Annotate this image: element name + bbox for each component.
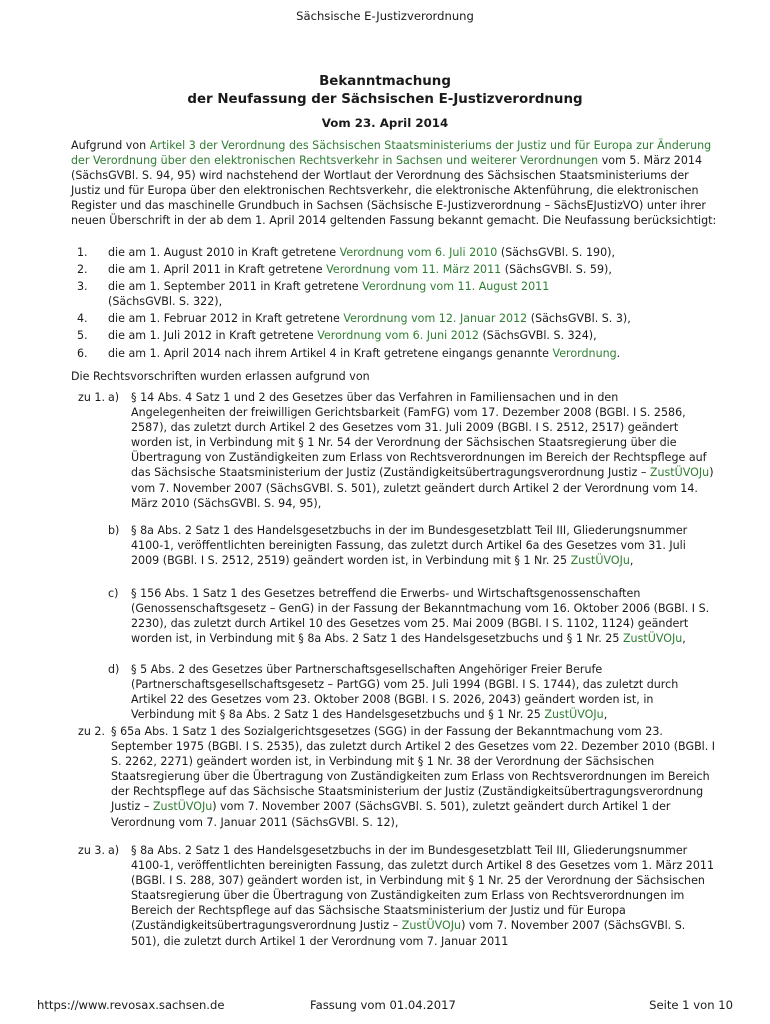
list-item-number: 1. xyxy=(77,246,88,259)
list-item-text-end: . xyxy=(616,346,621,360)
amendments-list xyxy=(71,245,721,361)
list-item-text: die am 1. Februar 2012 in Kraft getretene xyxy=(108,312,344,326)
document-title-line2: der Neufassung der Sächsischen E-Justizverordnung xyxy=(187,92,583,107)
amendment-link[interactable]: Verordnung vom 11. August 2011 xyxy=(362,280,550,294)
zustuevoju-link[interactable]: ZustÜVOJu xyxy=(622,632,683,646)
legal-basis-zu1a xyxy=(71,390,721,511)
zustuevoju-link[interactable]: ZustÜVOJu xyxy=(649,466,710,480)
legal-text-body: § 14 Abs. 4 Satz 1 und 2 des Gesetzes über das Verfahren in Familiensachen und in den Angelegenheiten der freiwilligen Gerichtsbarkeit (FamFG) vom 17. Dezember 2008 (BGBl. I S. 2586, 2587), das zuletzt durch Artikel 2 des Gesetzes vom 31. Juli 2009 (BGBl. I S. 2512, 2517) geändert worden ist, in Verbindung mit § 1 Nr. 54 der Verordnung der Sächsischen Staatsregierung über die Übertragung von Zuständigkeiten zum Erlass von Rechtsverordnungen im Bereich der Rechtspflege auf das Sächsische Staatsministerium der Justiz (Zuständigkeitsübertragungsverordnung Justiz – xyxy=(131,391,707,480)
legal-basis-zu1c xyxy=(71,586,721,646)
zu-label: zu 1. xyxy=(78,391,105,404)
list-item-text: die am 1. April 2011 in Kraft getretene xyxy=(108,263,327,277)
amendment-link[interactable]: Verordnung vom 6. Juni 2012 xyxy=(317,329,479,343)
legal-text xyxy=(131,390,716,511)
legal-basis-zu1d xyxy=(71,662,721,722)
sub-label: a) xyxy=(108,844,120,857)
document-title-line1: Bekanntmachung xyxy=(319,74,451,89)
amendment-link[interactable]: Verordnung xyxy=(552,346,617,360)
intro-text-start: Aufgrund von xyxy=(71,139,150,152)
legal-text-body: § 5 Abs. 2 des Gesetzes über Partnerschaftsgesellschaften Angehöriger Freier Berufe (Partnerschaftsgesellschaftsgesetz – PartGG) vom 25. Juli 1994 (BGBl. I S. 1744), das zuletzt durch Artikel 22 des Gesetzes vom 23. Oktober 2008 (BGBl. I S. 2026, 2043) geändert worden ist, in Verbindung mit § 8a Abs. 2 Satz 1 des Handelsgesetzbuchs und § 1 Nr. 25 xyxy=(131,663,679,722)
legal-text-end: ) vom 7. November 2007 (SächsGVBl. S. 501), zuletzt geändert durch Artikel 2 der Verordnung vom 14. März 2010 (SächsGVBl. S. 94, 95), xyxy=(131,466,714,510)
list-item-text: die am 1. April 2014 nach ihrem Artikel 4 in Kraft getretene eingangs genannte xyxy=(108,346,553,360)
legal-text-end: ) vom 7. November 2007 (SächsGVBl. S. 501), zuletzt geändert durch Artikel 1 der Verordnung vom 7. Januar 2011 (SächsGVBl. S. 12), xyxy=(111,800,671,829)
legal-basis-zu2 xyxy=(71,724,721,830)
document-date: Vom 23. April 2014 xyxy=(321,116,449,130)
list-item-number: 6. xyxy=(77,346,88,360)
list-item-text: die am 1. Juli 2012 in Kraft getretene xyxy=(108,329,318,343)
zu-label: zu 2. xyxy=(78,725,105,738)
legal-text-body: § 156 Abs. 1 Satz 1 des Gesetzes betreffend die Erwerbs- und Wirtschaftsgenossenschaften (Genossenschaftsgesetz – GenG) in der Fassung der Bekanntmachung vom 16. Oktober 2006 (BGBl. I S. 2230), das zuletzt durch Artikel 10 des Gesetzes vom 25. Mai 2009 (BGBl. I S. 1102, 1124) geändert worden ist, in Verbindung mit § 8a Abs. 2 Satz 1 des Handelsgesetzbuchs und § 1 Nr. 25 xyxy=(131,587,710,646)
legal-text xyxy=(131,843,716,949)
zustuevoju-link[interactable]: ZustÜVOJu xyxy=(544,708,604,722)
amendment-link[interactable]: Verordnung vom 6. Juli 2010 xyxy=(339,246,498,259)
list-item-text-end: (SächsGVBl. S. 59), xyxy=(501,263,612,277)
legal-basis-zu1b xyxy=(71,523,721,568)
legal-text xyxy=(131,523,716,568)
legal-text-end: , xyxy=(682,632,686,646)
list-item-number: 3. xyxy=(77,280,88,294)
zu-label: zu 3. xyxy=(78,844,105,857)
list-item xyxy=(71,279,721,309)
intro-link-artikel3[interactable]: Artikel 3 der Verordnung des Sächsischen Staatsministeriums der Justiz und für Europa zur Änderung der Verordnung über den elektronischen Rechtsverkehr in Sachsen und weiterer Verordnungen xyxy=(71,139,712,168)
footer-version: Fassung vom 01.04.2017 xyxy=(310,998,456,1012)
list-item xyxy=(71,311,721,326)
amendment-link[interactable]: Verordnung vom 11. März 2011 xyxy=(326,263,502,277)
footer-page-number: Seite 1 von 10 xyxy=(649,998,733,1012)
zustuevoju-link[interactable]: ZustÜVOJu xyxy=(401,919,462,933)
intro-paragraph xyxy=(71,138,721,229)
legal-text-end: , xyxy=(603,708,608,722)
sub-label: c) xyxy=(108,587,119,600)
list-item-text-end: (SächsGVBl. S. 190), xyxy=(497,246,616,259)
legal-text-body: § 8a Abs. 2 Satz 1 des Handelsgesetzbuchs in der im Bundesgesetzblatt Teil III, Gliederungsnummer 4100-1, veröffentlichten bereinigten Fassung, das zuletzt durch Artikel 6a des Gesetzes vom 31. Juli 2009 (BGBl. I S. 2512, 2519) geändert worden ist, in Verbindung mit § 1 Nr. 25 xyxy=(131,524,688,568)
list-item-text-end: (SächsGVBl. S. 3), xyxy=(527,312,631,326)
list-item xyxy=(71,262,721,277)
zustuevoju-link[interactable]: ZustÜVOJu xyxy=(152,800,213,814)
legal-text-body: § 65a Abs. 1 Satz 1 des Sozialgerichtsgesetzes (SGG) in der Fassung der Bekanntmachung vom 23. September 1975 (BGBl. I S. 2535), das zuletzt durch Artikel 2 des Gesetzes vom 22. Dezember 2010 (BGBl. I S. 2262, 2271) geändert worden ist, in Verbindung mit § 1 Nr. 38 der Verordnung der Sächsischen Staatsregierung über die Übertragung von Zuständigkeiten zum Erlass von Rechtsverordnungen im Bereich der Rechtspflege auf das Sächsische Staatsministerium der Justiz (Zuständigkeitsübertragungsverordnung Justiz – xyxy=(111,725,716,814)
list-item-number: 4. xyxy=(77,312,88,326)
legal-text-end: ) vom 7. November 2007 (SächsGVBl. S. 501), die zuletzt durch Artikel 1 der Verordnung vom 7. Januar 2011 xyxy=(131,919,686,948)
footer-url[interactable]: https://www.revosax.sachsen.de xyxy=(37,998,225,1012)
list-item-text-end: (SächsGVBl. S. 322), xyxy=(108,295,223,309)
legal-text xyxy=(131,586,716,646)
list-item-text-end: (SächsGVBl. S. 324), xyxy=(478,329,597,343)
list-item xyxy=(71,346,721,361)
list-item-number: 2. xyxy=(77,263,88,277)
list-item-text: die am 1. August 2010 in Kraft getretene xyxy=(108,246,340,259)
sub-label: a) xyxy=(108,391,120,404)
list-item xyxy=(71,328,721,343)
legal-basis-zu3a xyxy=(71,843,721,949)
legal-text-end: , xyxy=(629,554,634,568)
legal-text-body: § 8a Abs. 2 Satz 1 des Handelsgesetzbuchs in der im Bundesgesetzblatt Teil III, Gliederungsnummer 4100-1, veröffentlichten bereinigten Fassung, das zuletzt durch Artikel 8 des Gesetzes vom 1. März 2011 (BGBl. I S. 288, 307) geändert worden ist, in Verbindung mit § 1 Nr. 25 der Verordnung der Sächsischen Staatsregierung über die Übertragung von Zuständigkeiten zum Erlass von Rechtsverordnungen im Bereich der Rechtspflege auf das Sächsische Staatsministerium der Justiz und für Europa (Zuständigkeitsübertragungsverordnung Justiz – xyxy=(131,844,715,933)
list-item-text: die am 1. September 2011 in Kraft getretene xyxy=(108,280,363,294)
legal-text xyxy=(131,662,716,722)
amendment-link[interactable]: Verordnung vom 12. Januar 2012 xyxy=(343,312,528,326)
sub-label: d) xyxy=(108,663,120,676)
page-header: Sächsische E-Justizverordnung xyxy=(296,9,474,23)
intro-text-rest: vom 5. März 2014 (SächsGVBl. S. 94, 95) wird nachstehend der Wortlaut der Verordnung des Sächsischen Staatsministeriums der Justiz und für Europa über den elektronischen Rechtsverkehr, die elektronische Aktenführung, die elektronischen Register und das maschinelle Grundbuch in Sachsen (Sächsische E-Justizverordnung – SächsEJustizVO) unter ihrer neuen Überschrift in der ab dem 1. April 2014 geltenden Fassung bekannt gemacht. Die Neufassung berücksichtigt: xyxy=(71,154,717,228)
list-item xyxy=(71,245,721,260)
sub-label: b) xyxy=(108,524,120,537)
legal-text xyxy=(111,724,716,830)
legal-basis-intro: Die Rechtsvorschriften wurden erlassen aufgrund von xyxy=(71,370,370,383)
zustuevoju-link[interactable]: ZustÜVOJu xyxy=(570,554,630,568)
list-item-number: 5. xyxy=(77,329,88,343)
